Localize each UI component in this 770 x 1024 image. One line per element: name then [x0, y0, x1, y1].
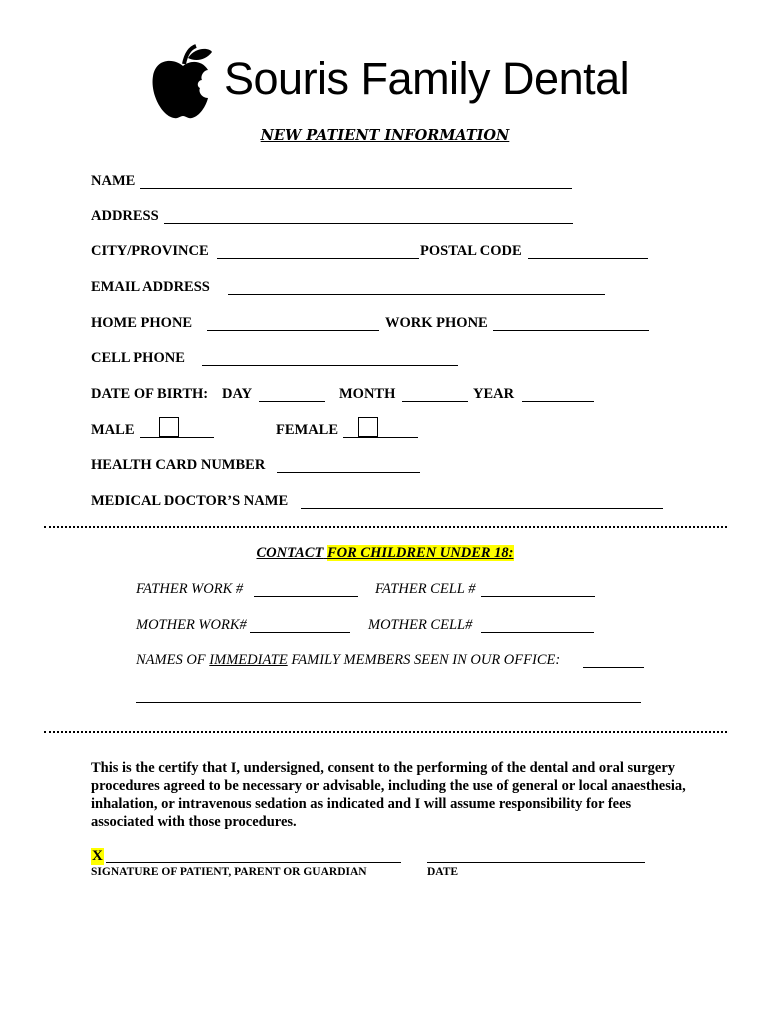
doctor-field[interactable]	[301, 508, 663, 509]
children-contact-heading	[0, 545, 770, 562]
postal-code-field[interactable]	[528, 258, 648, 259]
name-row	[91, 173, 581, 193]
female-checkbox[interactable]	[358, 417, 378, 437]
doctor-label: MEDICAL DOCTOR’S NAME	[91, 493, 289, 509]
father-cell-label: FATHER CELL #	[375, 581, 476, 597]
mother-cell-field[interactable]	[481, 632, 594, 633]
day-field[interactable]	[259, 401, 325, 402]
day-label: DAY	[222, 386, 253, 402]
section-divider	[44, 526, 727, 528]
mother-work-label: MOTHER WORK#	[136, 617, 247, 633]
brand-name: Souris Family Dental	[224, 53, 630, 104]
immediate-word: IMMEDIATE	[209, 652, 288, 668]
father-row	[136, 581, 616, 601]
male-label: MALE	[91, 422, 135, 438]
father-cell-field[interactable]	[481, 596, 595, 597]
section-divider-2	[44, 731, 727, 733]
children-highlight: FOR CHILDREN UNDER 18:	[326, 545, 514, 561]
father-work-label: FATHER WORK #	[136, 581, 244, 597]
cell-phone-field[interactable]	[202, 365, 458, 366]
email-row	[91, 279, 611, 299]
apple-icon	[150, 44, 216, 120]
family-members-field[interactable]	[583, 667, 644, 668]
mother-cell-label: MOTHER CELL#	[368, 617, 473, 633]
name-label: NAME	[91, 173, 136, 189]
month-label: MONTH	[339, 386, 396, 402]
address-field[interactable]	[164, 223, 573, 224]
date-caption: DATE	[427, 866, 459, 878]
signature-field[interactable]	[106, 862, 401, 863]
city-province-label: CITY/PROVINCE	[91, 243, 209, 259]
postal-code-label: POSTAL CODE	[420, 243, 522, 259]
email-field[interactable]	[228, 294, 605, 295]
health-card-label: HEALTH CARD NUMBER	[91, 457, 266, 473]
form-title: NEW PATIENT INFORMATION	[260, 127, 510, 144]
name-field[interactable]	[140, 188, 572, 189]
family-members-row	[136, 652, 656, 672]
doctor-row	[91, 493, 671, 513]
family-members-field-2[interactable]	[136, 702, 641, 703]
email-label: EMAIL ADDRESS	[91, 279, 210, 295]
mother-work-field[interactable]	[250, 632, 350, 633]
female-label: FEMALE	[276, 422, 339, 438]
consent-text: This is the certify that I, undersigned, consent to the performing of the dental and oral surgery procedures agreed to be necessary or advisable, including the use of general or local anaesthesia, inhalation, or intravenous sedation as indicated and I will assume responsibility for fees associated with those procedures.	[91, 760, 686, 830]
cell-phone-row	[91, 350, 471, 370]
home-phone-field[interactable]	[207, 330, 379, 331]
work-phone-field[interactable]	[493, 330, 649, 331]
male-checkbox[interactable]	[159, 417, 179, 437]
city-province-field[interactable]	[217, 258, 419, 259]
health-card-row	[91, 457, 431, 477]
signature-caption: SIGNATURE OF PATIENT, PARENT OR GUARDIAN	[91, 866, 367, 878]
logo	[150, 44, 630, 120]
father-work-field[interactable]	[254, 596, 358, 597]
contact-word: CONTACT	[256, 545, 324, 561]
phone-row	[91, 315, 651, 335]
cell-phone-label: CELL PHONE	[91, 350, 185, 366]
address-row	[91, 208, 581, 228]
home-phone-label: HOME PHONE	[91, 315, 193, 331]
sex-row	[91, 422, 431, 442]
family-members-label: NAMES OF IMMEDIATE FAMILY MEMBERS SEEN IN OUR OFFICE:	[136, 652, 561, 668]
dob-label: DATE OF BIRTH:	[91, 386, 209, 402]
date-field[interactable]	[427, 862, 645, 863]
health-card-field[interactable]	[277, 472, 420, 473]
signature-mark: X	[92, 848, 103, 864]
mother-row	[136, 617, 616, 637]
male-line	[140, 437, 214, 438]
address-label: ADDRESS	[91, 208, 159, 224]
month-field[interactable]	[402, 401, 468, 402]
work-phone-label: WORK PHONE	[385, 315, 488, 331]
year-label: YEAR	[473, 386, 515, 402]
year-field[interactable]	[522, 401, 594, 402]
dob-row	[91, 386, 611, 406]
city-row	[91, 243, 651, 263]
female-line	[343, 437, 418, 438]
